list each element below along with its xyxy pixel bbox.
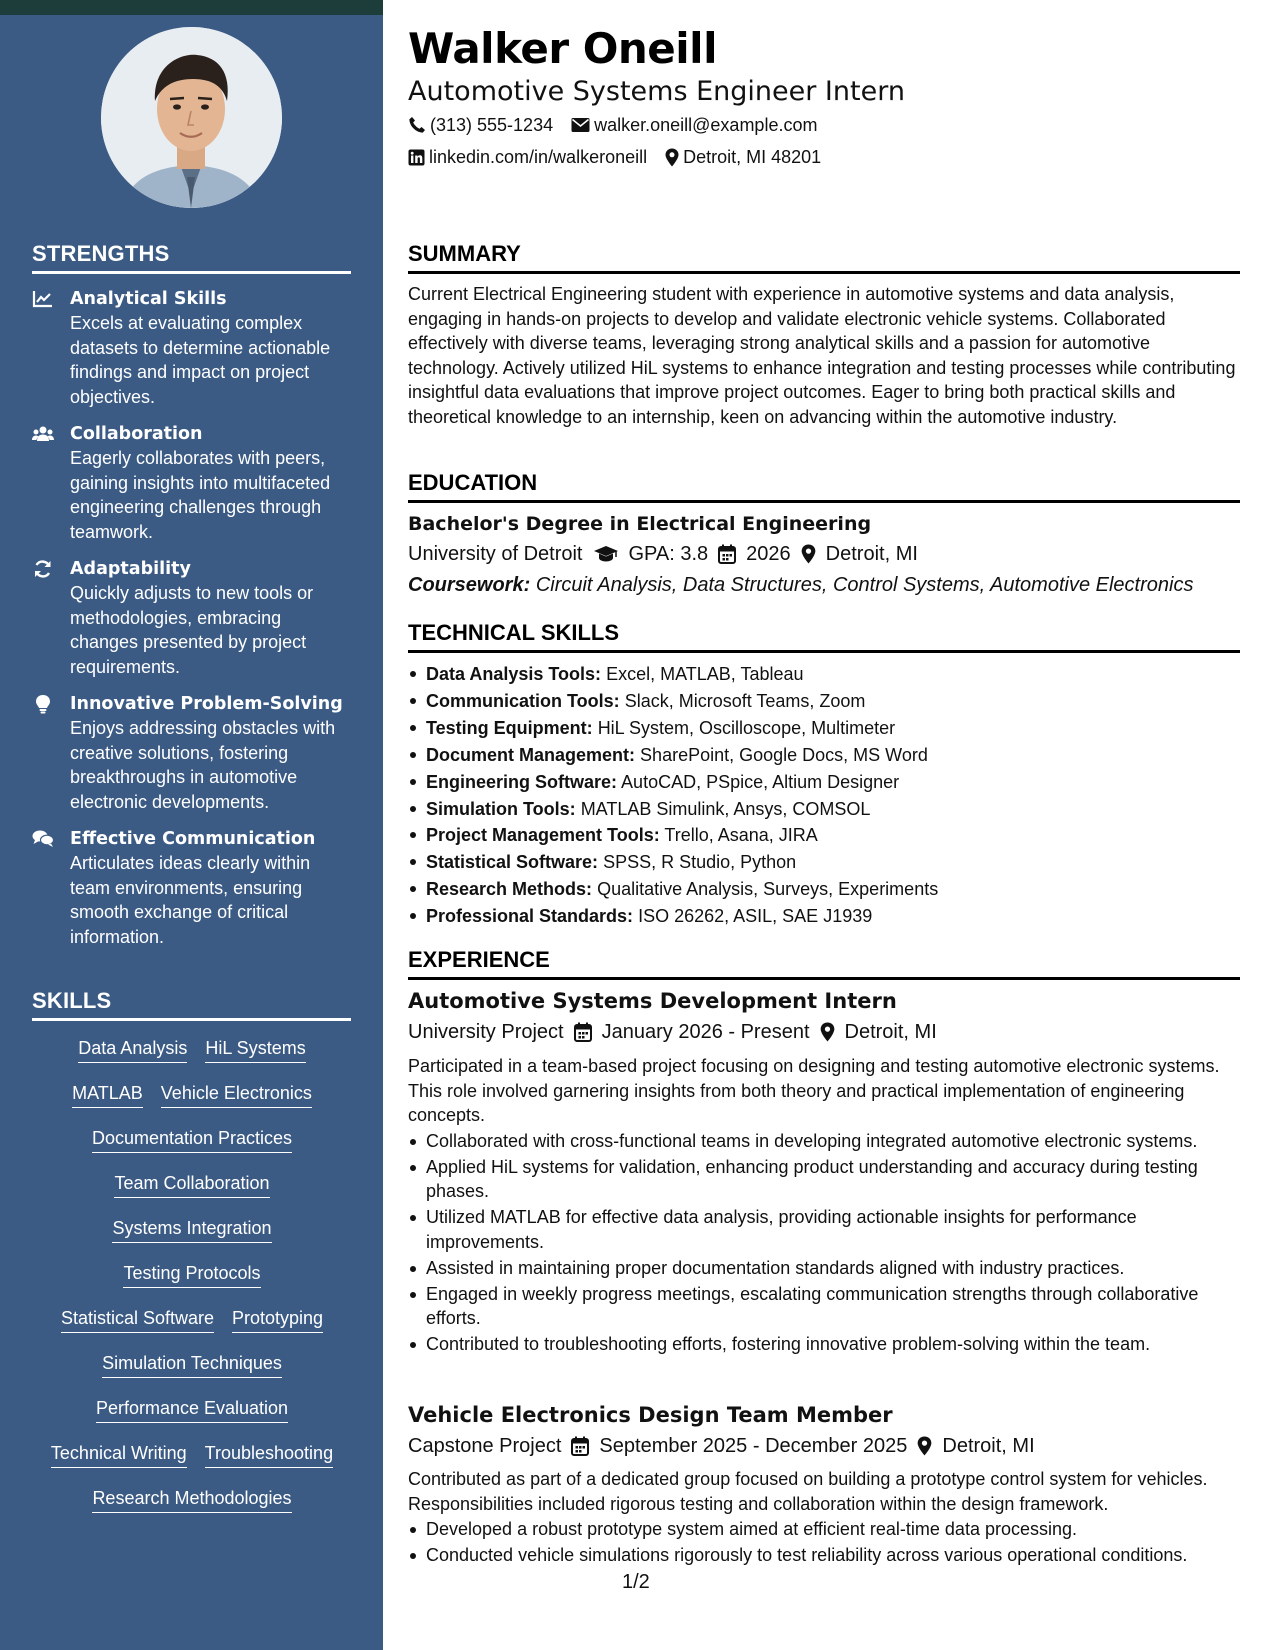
skill-value: Slack, Microsoft Teams, Zoom [624,690,866,711]
job-location: Detroit, MI [942,1435,1035,1457]
strength-title: Innovative Problem-Solving [70,694,343,714]
list-item: Utilized MATLAB for effective data analysis, providing actionable insights for performance improvements. [408,1205,1240,1254]
skill-tag: HiL Systems [205,1036,305,1063]
skill-value: ISO 26262, ASIL, SAE J1939 [638,906,873,927]
map-pin-icon [820,1022,835,1042]
strength-title: Collaboration [70,424,203,444]
comments-icon [32,829,54,849]
skill-label: Document Management: [426,744,636,765]
job-bullets [408,1517,1240,1569]
list-item [408,903,1240,930]
list-item [408,849,1240,876]
skill-value: SPSS, R Studio, Python [603,852,797,873]
email-address: walker.oneill@example.com [594,115,818,135]
map-pin-icon [917,1436,932,1456]
gpa: GPA: 3.8 [628,543,709,565]
strength-desc: Enjoys addressing obstacles with creative solutions, fostering breakthroughs in automotive electronic developments. [70,718,336,812]
skills-list [32,1036,352,1531]
sidebar-top-bar [0,0,383,15]
degree-title: Bachelor's Degree in Electrical Engineering [408,513,872,535]
skill-row [32,1261,352,1306]
strengths-heading: STRENGTHS [32,241,351,274]
skill-row [32,1081,352,1126]
job-location: Detroit, MI [844,1021,937,1043]
candidate-name: Walker Oneill [408,24,717,73]
skills-heading: SKILLS [32,988,351,1021]
phone-contact [408,113,553,137]
skill-label: Communication Tools: [426,690,620,711]
list-item [408,769,1240,796]
calendar-icon [571,1436,589,1456]
job-meta [408,1019,937,1045]
coursework-label: Coursework: [408,574,531,596]
list-item [408,661,1240,688]
list-item: Conducted vehicle simulations rigorously to test reliability across various operational conditions. [408,1543,1240,1567]
skill-value: SharePoint, Google Docs, MS Word [640,744,928,765]
page-number: 1/2 [622,1571,650,1593]
skill-tag: Technical Writing [51,1441,187,1468]
list-item: Developed a robust prototype system aimed at efficient real-time data processing. [408,1517,1240,1541]
map-pin-icon [801,544,816,564]
skill-label: Engineering Software: [426,771,618,792]
job-title: Vehicle Electronics Design Team Member [408,1403,893,1427]
graduation-cap-icon [593,545,619,563]
skill-tag: Performance Evaluation [96,1396,288,1423]
list-item [408,715,1240,742]
skill-label: Data Analysis Tools: [426,664,602,684]
phone-icon [408,116,426,134]
linkedin-contact [408,145,647,169]
skill-row [32,1171,352,1216]
strength-desc: Eagerly collaborates with peers, gaining insights into multifaceted engineering challenges through teamwork. [70,448,331,542]
skill-value: HiL System, Oscilloscope, Multimeter [597,717,896,738]
school-location: Detroit, MI [825,543,918,565]
skill-label: Project Management Tools: [426,825,660,846]
location-text: Detroit, MI 48201 [683,147,822,167]
education-heading: EDUCATION [408,470,1240,503]
skill-row [32,1441,352,1486]
skill-row [32,1126,352,1171]
location-contact [665,145,821,169]
lightbulb-icon [32,694,54,714]
job-description: Contributed as part of a dedicated group focused on building a prototype control system for vehicles. Responsibilities included rigorous testing and collaboration within the design framework. [408,1469,1208,1514]
skill-tag: Research Methodologies [92,1486,291,1513]
sync-icon [32,559,54,579]
skill-tag: Prototyping [232,1306,323,1333]
job-dates: September 2025 - December 2025 [599,1435,908,1457]
job-bullets [408,1129,1240,1358]
skill-value: Trello, Asana, JIRA [664,825,818,846]
calendar-icon [574,1022,592,1042]
envelope-icon [571,117,590,133]
job-title: Automotive Systems Development Intern [408,989,897,1013]
strength-item [32,557,352,679]
strength-item [32,287,352,409]
skill-tag: Systems Integration [112,1216,271,1243]
skill-tag: Documentation Practices [92,1126,292,1153]
strength-item [32,692,352,814]
strengths-list [32,287,352,962]
skill-row [32,1036,352,1081]
list-item [408,876,1240,903]
experience-heading: EXPERIENCE [408,947,1240,980]
skill-row [32,1486,352,1531]
skill-tag: MATLAB [72,1081,143,1108]
linkedin-url: linkedin.com/in/walkeroneill [429,147,648,167]
calendar-icon [718,544,736,564]
avatar [101,27,282,208]
skill-value: MATLAB Simulink, Ansys, COMSOL [580,798,871,819]
skill-label: Simulation Tools: [426,798,576,819]
users-icon [32,424,54,444]
strength-desc: Quickly adjusts to new tools or methodologies, embracing changes presented by project requirements. [70,583,314,677]
job-meta [408,1433,1035,1459]
school-name: University of Detroit [408,543,583,565]
sidebar [0,0,383,1650]
skill-value: Qualitative Analysis, Surveys, Experiments [597,879,939,900]
skill-label: Statistical Software: [426,852,599,873]
list-item [408,688,1240,715]
job-org: University Project [408,1021,564,1043]
list-item [408,796,1240,823]
strength-desc: Excels at evaluating complex datasets to determine actionable findings and impact on project objectives. [70,313,331,407]
job-description: Participated in a team-based project focusing on designing and testing automotive electronic systems. This role involved garnering insights from both theory and practical implementation of engineering concepts. [408,1056,1220,1126]
skill-value: Excel, MATLAB, Tableau [606,664,804,684]
skill-tag: Troubleshooting [205,1441,333,1468]
skill-row [32,1216,352,1261]
phone-number: (313) 555-1234 [430,115,554,135]
skill-value: AutoCAD, PSpice, Altium Designer [621,771,900,792]
list-item: Collaborated with cross-functional teams in developing integrated automotive electronic systems. [408,1129,1240,1153]
skill-tag: Team Collaboration [114,1171,269,1198]
skill-tag: Testing Protocols [123,1261,260,1288]
contact-row [408,145,821,169]
technical-skills-list [408,661,1240,930]
summary-heading: SUMMARY [408,241,1240,274]
strength-title: Analytical Skills [70,289,227,309]
coursework [408,572,1193,598]
education-meta [408,541,918,567]
list-item: Applied HiL systems for validation, enhancing product understanding and accuracy during testing phases. [408,1155,1240,1204]
skill-tag: Statistical Software [61,1306,214,1333]
skill-tag: Vehicle Electronics [161,1081,312,1108]
email-contact [571,113,817,137]
skill-label: Professional Standards: [426,906,634,927]
skill-label: Testing Equipment: [426,717,593,738]
list-item [408,742,1240,769]
strength-title: Adaptability [70,559,191,579]
strength-desc: Articulates ideas clearly within team environments, ensuring smooth exchange of critical information. [70,853,311,947]
job-org: Capstone Project [408,1435,562,1457]
list-item: Assisted in maintaining proper documentation standards aligned with industry practices. [408,1256,1240,1280]
skill-row [32,1351,352,1396]
coursework-list: Circuit Analysis, Data Structures, Control Systems, Automotive Electronics [535,574,1194,596]
candidate-title: Automotive Systems Engineer Intern [408,76,905,107]
skill-row [32,1396,352,1441]
chart-line-icon [32,289,54,309]
skill-row [32,1306,352,1351]
list-item: Engaged in weekly progress meetings, escalating communication strengths through collaborative efforts. [408,1282,1240,1331]
graduation-year: 2026 [746,543,791,565]
list-item: Contributed to troubleshooting efforts, fostering innovative problem-solving within the team. [408,1332,1240,1356]
map-pin-icon [665,148,679,167]
skill-tag: Data Analysis [78,1036,187,1063]
job-dates: January 2026 - Present [601,1021,810,1043]
skill-label: Research Methods: [426,879,593,900]
strength-item [32,827,352,949]
contact-row [408,113,817,137]
list-item [408,822,1240,849]
technical-skills-heading: TECHNICAL SKILLS [408,620,1240,653]
strength-item [32,422,352,544]
strength-title: Effective Communication [70,829,316,849]
skill-tag: Simulation Techniques [102,1351,282,1378]
summary-text: Current Electrical Engineering student with experience in automotive systems and data analysis, engaging in hands-on projects to develop and validate electronic vehicle systems. Collaborated effectively with diverse teams, leveraging strong analytical skills and a passion for automotive technology. Actively utilized HiL systems to enhance integration and testing processes while contributing insightful data evaluations that improve project outcomes. Eager to bring both practical skills and theoretical knowledge to an internship, keen on advancing within the automotive industry. [408,284,1236,427]
linkedin-icon [408,149,425,166]
